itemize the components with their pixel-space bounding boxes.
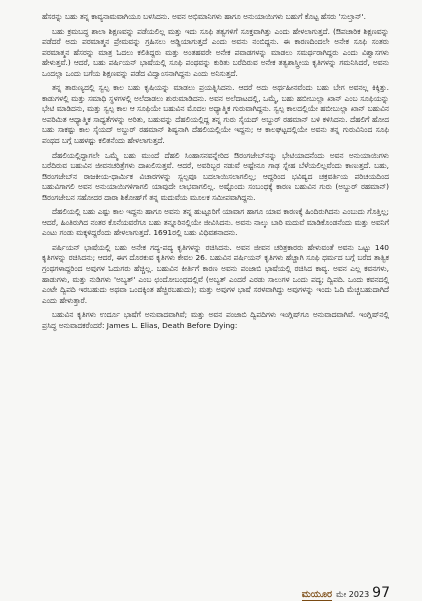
paragraph: ತನ್ನ ತಾರುಣ್ಯದಲ್ಲಿ ಸ್ವಲ್ಪ ಕಾಲ ಬಹು ಕೃಷಿಯನ್ನು ಮಾಡಲು ಪ್ರಯತ್ನಿಸಿದನು. ಆದರೆ ಅದು ಅರ್ಥಹೀನವೆಂದು ಬಹು ಬೇಗ ಅವನಲ್ಲ ಕಿಕ್ಕಿತ್ತು. ಕಾಡುಗಳಲ್ಲಿ ಮತ್ತು ಸಮಾಧಿ ಸ್ಥಳಗಳಲ್ಲಿ ಅಲೆದಾಡಲು ಶುರುಮಾಡಿದನು. ಅವನ ಅಲೆದಾಟದಲ್ಲಿ, ಒಮ್ಮೆ, ಬಹು ಹಬೀಬುಲ್ಲಾ ಖಾನ್ ಎಂಬ ಸೂಫಿಯನ್ನು ಭೇಟಿ ಮಾಡಿದನು, ಮತ್ತು ಸ್ವಲ್ಪ ಕಾಲ ಆ ಸೂಫಿಯೇ ಬಹುವಿನ ಮೊದಲ ಅಧ್ಯಾತ್ಮಿಕ ಗುರುವಾಗಿದ್ದನು. ಸ್ವಲ್ಪ ಕಾಲದಲ್ಲಿಯೇ ಹಬೀಬುಲ್ಲಾ ಖಾನ್ ಬಹುವಿನ ಅಪರಿಮಿತ ಆಧ್ಯಾತ್ಮಿಕ ಸಾಧ್ಯತೆಗಳನ್ನು ಅರಿತು, ಬಹುವನ್ನು ದೆಹಲಿಯಲ್ಲಿದ್ದ ತನ್ನ ಗುರು ಸೈಯದ್ ಅಬ್ದುರ್ ರಹಮಾನ್ ಬಳಿ ಕಳಿಸಿದನು. ದೆಹಲಿಗೆ ಹೋದ ಬಹು ಸಾಕಷ್ಟು ಕಾಲ ಸೈಯದ್ ಅಬ್ದುರ್ ರಹಮಾನ್ ಶಿಷ್ಯನಾಗಿ ದೆಹಲಿಯಲ್ಲಿಯೇ ಇದ್ದನು; ಆ ಕಾಲಘಟ್ಟದಲ್ಲಿಯೇ ಅವನು ತನ್ನ ಗುರುವಿನಿಂದ ಸೂಫಿ ಪಂಥದ ಬಗ್ಗೆ ಬಹಳಷ್ಟು ಕಲಿತನೆಂದು ಹೇಳಲಾಗುತ್ತದೆ. <box>42 83 389 146</box>
paragraph: ದೆಹಲಿಯಲ್ಲಿದ್ದಾಗಲೇ ಒಮ್ಮೆ ಬಹು ಮುಂದೆ ದೆಹಲಿ ಸಿಂಹಾಸನವನ್ನೇರಿದ ಔರಂಗಜೇಬ್‌ನನ್ನು ಭೇಟಿಯಾದನೆಂದು ಅವನ ಅನುಯಾಯಿಗಳು ಬರೆದಿರುವ ಬಹುವಿನ ಜೀವನಚರಿತ್ರೆಗಳು ದಾಖಲಿಸುತ್ತವೆ. ಆದರೆ, ಅವರಿಬ್ಬರ ನಡುವೆ ಅಷ್ಟೇನೂ ಗಾಢ ಸ್ನೇಹ ಬೆಳೆಯಲಿಲ್ಲವೆಂದು ಕಾಣುತ್ತದೆ. ಬಹು, ಔರಂಗಜೇಬ್‌ನ ರಾಜಕೀಯ-ಧಾರ್ಮಿಕ ವಿಚಾರಗಳನ್ನು ಸ್ವಲ್ಪವೂ ಬದಲಾಯಿಸಲಾಗಲಿಲ್ಲ; ಆದ್ದರಿಂದ ಭವಿಷ್ಯದ ಚಕ್ರವರ್ತಿಯ ಪರಿಚಯದಿಂದ ಬಹುವಿಗಾಗಲಿ ಅವನ ಅನುಯಾಯಿಗಳಿಗಾಗಲಿ ಯಾವುದೇ ಲಾಭವಾಗಲಿಲ್ಲ. ಅಷ್ಟೊಂದು ಸಂಬಂಧಕ್ಕೆ ಕಾರಣ ಬಹುವಿನ ಗುರು (ಅಬ್ದುರ್ ರಹಮಾನ್) ಔರಂಗಜೇಬನ ಸಹೋದರ ದಾರಾ ಶಿಕೋಹ್‌ಗೆ ತನ್ನ ಮದುವೆಯ ಮೂಲಕ ಸಮೀಪವಾಗಿದ್ದನು. <box>42 150 389 202</box>
paragraph: ಬಹುವಿನ ಕೃತಿಗಳು ಉರ್ದೂ ಭಾಷೆಗೆ ಅನುವಾದವಾಗಿವೆ; ಮತ್ತು ಅವನ ಪಂಜಾಬಿ ದ್ವಿಪದಿಗಳು ಇಂಗ್ಲಿಷ್‌ಗೂ ಅನುವಾದವಾಗಿವೆ. ಇಂಗ್ಲಿಷ್‌ನಲ್ಲಿ ಪ್ರಸಿದ್ಧ ಅನುವಾದಕರೆಂದರೆ: James L. Elias, Death Before Dying: <box>42 310 390 330</box>
page-number: 97 <box>372 585 390 601</box>
paragraph: ಬಹು ಕ್ರಮಬದ್ಧ ಶಾಲಾ ಶಿಕ್ಷಣವನ್ನು ಪಡೆಯಲಿಲ್ಲ ಮತ್ತು ಇದು ಸೂಫಿ ತತ್ವಗಳಿಗೆ ಸೂಕ್ತವಾಗಿತ್ತು ಎಂದು ಹೇಳಲಾಗುತ್ತದೆ. (ಔಪಚಾರಿಕ ಶಿಕ್ಷಣವನ್ನು ಪಡೆದರೆ ಅದು ಪರಮಾತ್ಮನ ಪ್ರೇಮವನ್ನು ಗ್ರಹಿಸಲು ಅಡ್ಡಿಯಾಗುತ್ತದೆ ಎಂದು ಅವನು ನಂಬಿದ್ದನು. ಈ ಕಾರಣದಿಂದಲೇ ಅನೇಕ ಸೂಫಿ ಸಂತರು ಪರಮಾತ್ಮನ ಹೆಸರನ್ನು ಮಾತ್ರ ಓದಲು ಕಲಿತಿದ್ದರು ಮತ್ತು ಅಂತಹವರೇ ಅನೇಕ ಪವಾಡಗಳನ್ನು ಮಾಡಲು ಸಮರ್ಥರಾಗಿದ್ದರು ಎಂದು ವಿಶ್ವಾಸಗಳು ಹೇಳುತ್ತವೆ.) ಆದರೆ, ಬಹು ಪರ್ಷಿಯನ್ ಭಾಷೆಯಲ್ಲಿ ಸೂಫಿ ಪಂಥವನ್ನು ಕುರಿತು ಬರೆದಿರುವ ಅನೇಕ ತತ್ವಶಾಸ್ತ್ರೀಯ ಕೃತಿಗಳನ್ನು ಗಮನಿಸಿದರೆ, ಅವನು ಒಂದಲ್ಲಾ ಒಂದು ಬಗೆಯ ಶಿಕ್ಷಣವನ್ನು ಪಡೆದ ವಿದ್ವಾಂಸನಾಗಿದ್ದನು ಎಂದು ಅನಿಸುತ್ತದೆ. <box>42 26 389 78</box>
paragraph: ಪರ್ಷಿಯನ್ ಭಾಷೆಯಲ್ಲಿ ಬಹು ಅನೇಕ ಗದ್ಯ-ಪದ್ಯ ಕೃತಿಗಳನ್ನು ರಚಿಸಿದನು. ಅವನ ಜೀವನ ಚರಿತ್ರಕಾರರು ಹೇಳುವಂತೆ ಅವನು ಒಟ್ಟು 140 ಕೃತಿಗಳನ್ನು ರಚಿಸಿದನು; ಆದರೆ, ಈಗ ದೊರಕುವ ಕೃತಿಗಳು ಕೇವಲ 26. ಬಹುವಿನ ಪರ್ಷಿಯನ್ ಕೃತಿಗಳು ಹೆಚ್ಚಾಗಿ ಸೂಫಿ ಧರ್ಮದ ಬಗ್ಗೆ ಬರೆದ ತಾತ್ವಿಕ ಗ್ರಂಥಗಳಾದ್ದರಿಂದ ಅವುಗಳ ಓದುಗರು ಹೆಚ್ಚಿಲ್ಲ. ಬಹುವಿನ ಕೀರ್ತಿಗೆ ಕಾರಣ ಅವನು ಪಂಜಾಬಿ ಭಾಷೆಯಲ್ಲಿ ರಚಿಸಿದ ಕಾವ್ಯ. ಅವನ ಎಲ್ಲ ಕವನಗಳು, ಹಾಡುಗಳು, ಮತ್ತು ನುಡಿಗಳು 'ಅಬ್ಯತ್' ಎಂಬ ಛಂದೋಬಂಧದಲ್ಲಿವೆ (ಅಬ್ಯತ್ ಎಂದರೆ ಎರಡು ಸಾಲುಗಳ ಒಂದು ಪದ್ಯ; ದ್ವಿಪದಿ. ಒಂದು ಕವನದಲ್ಲಿ ಎಂಟೇ ದ್ವಿಪದಿ ಇರಬಹುದು ಅಥವಾ ಒಂದಕ್ಕಿಂತ ಹೆಚ್ಚಿರಬಹುದು); ಮತ್ತು ಅವುಗಳ ಭಾಷೆ ಸರಳವಾಗಿದ್ದು ಅವುಗಳನ್ನು ಇಂದು ಓದಿ ಮೆಚ್ಚಬಹುದಾಗಿದೆ ಎಂದು ಹೇಳುತ್ತಾರೆ. <box>42 242 389 305</box>
article-body <box>42 12 389 335</box>
magazine-name: ಮಯೂರ <box>301 589 333 600</box>
paragraph: ಹೆಸರನ್ನು ಬಹು ತನ್ನ ಕಾವ್ಯನಾಮವಾಗಿಯೂ ಬಳಸಿದನು. ಅವನ ಅಭಿಮಾನಿಗಳು ಹಾಗೂ ಅನುಯಾಯಿಗಳು ಬಹುಗೆ ಕೊಟ್ಟ ಹೆಸರು 'ಸುಲ್ತಾನ್'. <box>42 12 366 21</box>
paragraph: ದೆಹಲಿಯಲ್ಲಿ ಬಹು ಎಷ್ಟು ಕಾಲ ಇದ್ದನು ಹಾಗೂ ಅವನು ತನ್ನ ಹುಟ್ಟೂರಿಗೆ ಯಾವಾಗ ಹಾಗೂ ಯಾವ ಕಾರಣಕ್ಕೆ ಹಿಂದಿರುಗಿದನು ಎಂಬುದು ಗೊತ್ತಿಲ್ಲ; ಆದರೆ, ಹಿಂತಿರುಗಿದ ನಂತರ ಕೊನೆಯವರೆಗೂ ಬಹು ತನ್ನೂರಿನಲ್ಲಿಯೇ ಜೀವಿಸಿದನು. ಅವನು ನಾಲ್ಕು ಬಾರಿ ಮದುವೆ ಮಾಡಿಕೊಂಡನೆಂದು ಮತ್ತು ಅವನಿಗೆ ಎಂಟು ಗಂಡು ಮಕ್ಕಳಿದ್ದರೆಂದು ಹೇಳಲಾಗುತ್ತದೆ. 1691ರಲ್ಲಿ ಬಹು ವಿಧಿವಶನಾದನು. <box>42 207 389 238</box>
issue-date: ಮೇ 2023 <box>336 590 370 599</box>
page-footer <box>250 582 390 601</box>
